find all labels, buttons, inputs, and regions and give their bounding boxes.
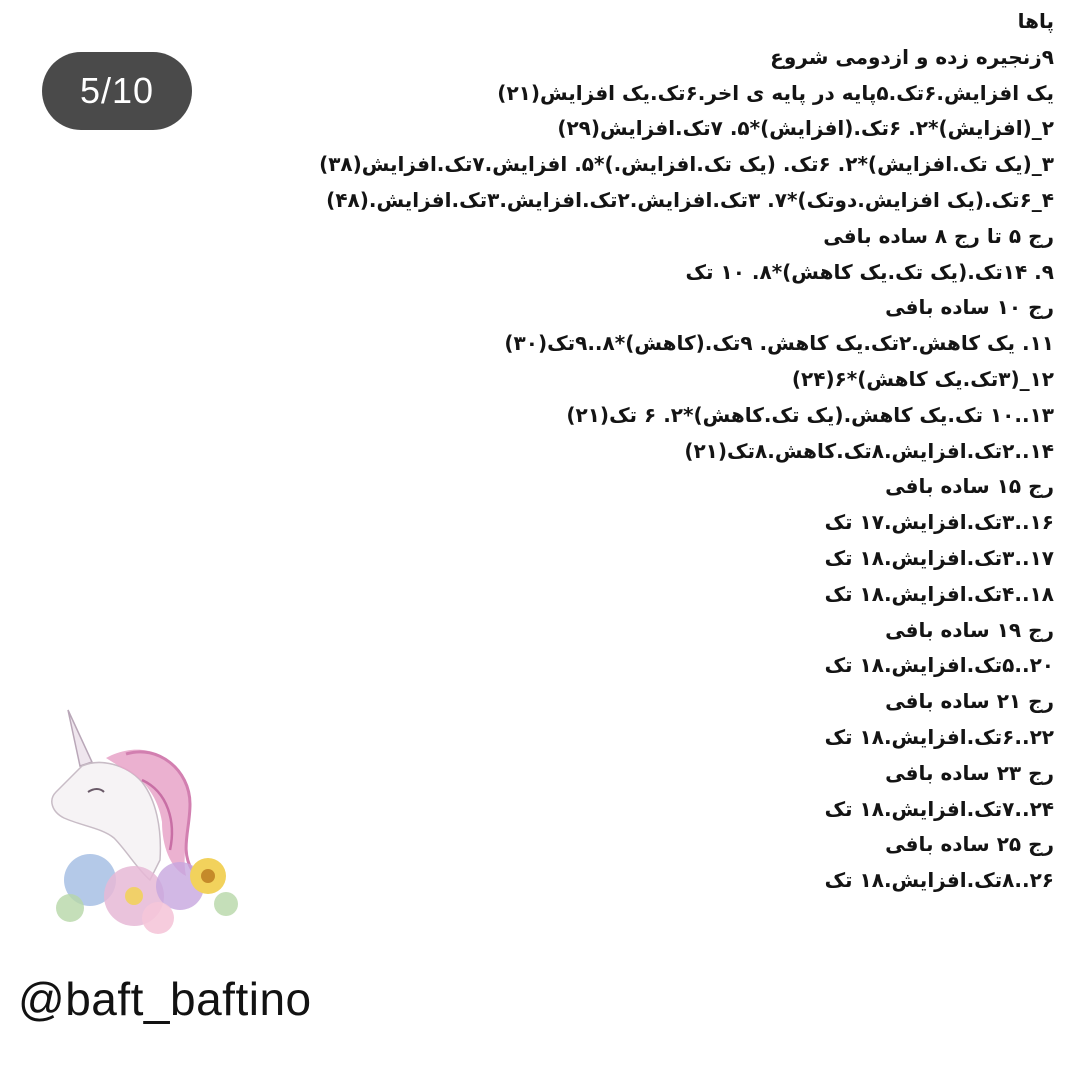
pattern-line: ۲۴..۷تک.افزایش.۱۸ تک <box>824 796 1054 821</box>
pattern-line: ۹زنجیره زده و ازدومی شروع <box>770 44 1054 69</box>
pattern-line: ۲۶..۸تک.افزایش.۱۸ تک <box>824 868 1054 893</box>
pattern-line: رج ۱۵ ساده بافی <box>885 474 1054 499</box>
pattern-line: ۱۸..۴تک.افزایش.۱۸ تک <box>824 581 1054 606</box>
pattern-line: ۲۰..۵تک.افزایش.۱۸ تک <box>824 653 1054 678</box>
pattern-line: یک افزایش.۶تک.۵پایه در پایه ی اخر.۶تک.یک افزایش(۲۱) <box>497 80 1054 105</box>
pattern-line: ۱۲_(۳تک.یک کاهش)*۶(۲۴) <box>791 366 1054 391</box>
unicorn-illustration <box>30 700 250 940</box>
pattern-line: ۱۱. یک کاهش.۲تک.یک کاهش. ۹تک.(کاهش)*۸..۹تک(۳۰) <box>504 331 1054 356</box>
pattern-line: ۳_(یک تک.افزایش)*۲. ۶تک. (یک تک.افزایش.)*۵. افزایش.۷تک.افزایش(۳۸) <box>319 152 1054 177</box>
pattern-line: ۱۴..۲تک.افزایش.۸تک.کاهش.۸تک(۲۱) <box>684 438 1054 463</box>
pattern-line: رج ۱۹ ساده بافی <box>885 617 1054 642</box>
pattern-line: ۱۳..۱۰ تک.یک کاهش.(یک تک.کاهش)*۲. ۶ تک(۲۱) <box>566 402 1054 427</box>
pattern-line: ۲_(افزایش)*۲. ۶تک.(افزایش)*۵. ۷تک.افزایش(۲۹) <box>557 116 1054 141</box>
pattern-line: ۱۷..۳تک.افزایش.۱۸ تک <box>824 545 1054 570</box>
pattern-line: ۱۶..۳تک.افزایش.۱۷ تک <box>824 510 1054 535</box>
pattern-line: رج ۵ تا رج ۸ ساده بافی <box>823 223 1054 248</box>
page-counter-badge: 5/10 <box>42 52 192 130</box>
pattern-line: رج ۲۱ ساده بافی <box>885 689 1054 714</box>
pattern-line: رج ۲۵ ساده بافی <box>885 832 1054 857</box>
pattern-heading: پاها <box>1017 9 1054 33</box>
pattern-line: ۲۲..۶تک.افزایش.۱۸ تک <box>824 724 1054 749</box>
pattern-line: ۴_۶تک.(یک افزایش.دوتک)*۷. ۳تک.افزایش.۲تک.افزایش.۳تک.افزایش.(۴۸) <box>326 187 1054 212</box>
pattern-line: رج ۲۳ ساده بافی <box>885 760 1054 785</box>
pattern-line: رج ۱۰ ساده بافی <box>885 295 1054 320</box>
instagram-handle: @baft_baftino <box>18 973 312 1025</box>
pattern-line: ۹. ۱۴تک.(یک تک.یک کاهش)*۸. ۱۰ تک <box>685 259 1054 284</box>
